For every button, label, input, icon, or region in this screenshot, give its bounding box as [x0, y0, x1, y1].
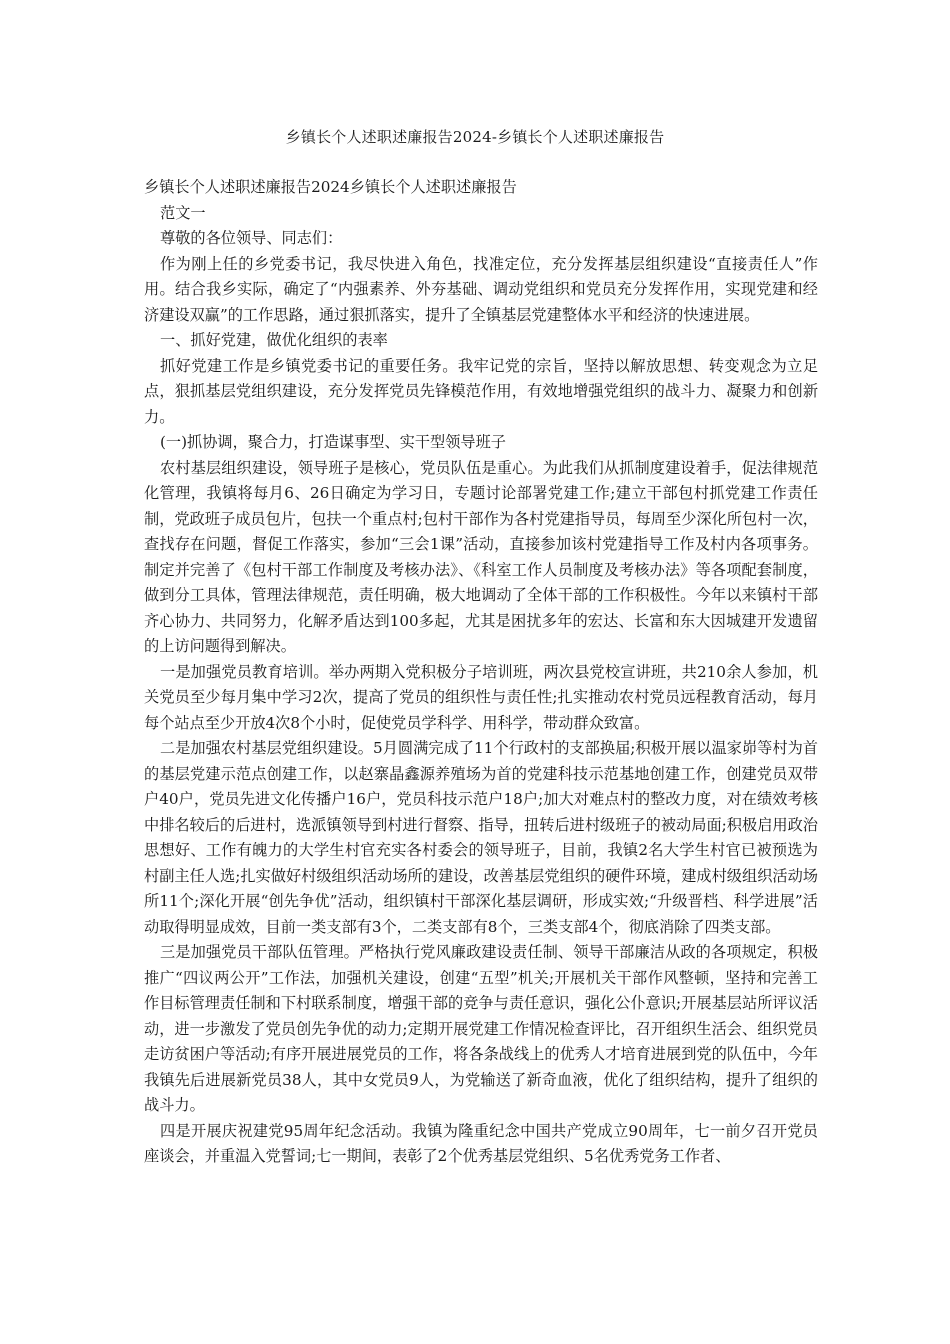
document-subtitle: 乡镇长个人述职述廉报告2024乡镇长个人述职述廉报告 [144, 178, 517, 196]
document-body [144, 175, 818, 1170]
paragraph-intro: 作为刚上任的乡党委书记，我尽快进入角色，找准定位，充分发挥基层组织建设“直接责任人”作用。结合我乡实际，确定了“内强素养、外夯基础、调动党组织和党员充分发挥作用，实现党建和经济建设双赢”的工作思路，通过狠抓落实，提升了全镇基层党建整体水平和经济的快速进展。 [144, 254, 818, 324]
paragraph-point-4: 四是开展庆祝建党95周年纪念活动。我镇为隆重纪念中国共产党成立90周年，七一前夕召开党员座谈会，并重温入党誓词;七一期间，表彰了2个优秀基层党组织、5名优秀党务工作者、 [144, 1121, 818, 1165]
paragraph-point-1: 一是加强党员教育培训。举办两期入党积极分子培训班，两次县党校宣讲班，共210余人参加，机关党员至少每月集中学习2次，提高了党员的组织性与责任性;扎实推动农村党员远程教育活动，每月每个站点至少开放4次8个小时，促使党员学科学、用科学，带动群众致富。 [144, 662, 818, 732]
paragraph-point-2: 二是加强农村基层党组织建设。5月圆满完成了11个行政村的支部换届;积极开展以温家峁等村为首的基层党建示范点创建工作，以赵寨晶鑫源养殖场为首的党建科技示范基地创建工作，创建党员双带户40户，党员先进文化传播户16户，党员科技示范户18户;加大对难点村的整改力度，对在绩效考核中排名较后的后进村，选派镇领导到村进行督察、指导，扭转后进村级班子的被动局面;积极启用政治思想好、工作有魄力的大学生村官充实各村委会的领导班子，目前，我镇2名大学生村官已被预选为村副主任人选;扎实做好村级组织活动场所的建设，改善基层党组织的硬件环境，建成村级组织活动场所11个;深化开展“创先争优”活动，组织镇村干部深化基层调研，形成实效;“升级晋档、科学进展”活动取得明显成效，目前一类支部有3个，二类支部有8个，三类支部4个，彻底消除了四类支部。 [144, 739, 818, 936]
paragraph-leadership: 农村基层组织建设，领导班子是核心，党员队伍是重心。为此我们从抓制度建设着手，促法律规范化管理，我镇将每月6、26日确定为学习日，专题讨论部署党建工作;建立干部包村抓党建工作责任制，党政班子成员包片，包扶一个重点村;包村干部作为各村党建指导员，每周至少深化所包村一次，查找存在问题，督促工作落实，参加“三会1课”活动，直接参加该村党建指导工作及村内各项事务。制定并完善了《包村干部工作制度及考核办法》、《科室工作人员制度及考核办法》等各项配套制度，做到分工具体，管理法律规范，责任明确，极大地调动了全体干部的工作积极性。今年以来镇村干部齐心协力、共同努力，化解矛盾达到100多起，尤其是困扰多年的宏达、长富和东大因城建开发遗留的上访问题得到解决。 [144, 458, 818, 655]
subsection-heading-1: (一)抓协调，聚合力，打造谋事型、实干型领导班子 [160, 433, 506, 451]
paragraph-sample-label: 范文一 [160, 203, 206, 222]
paragraph-salutation: 尊敬的各位领导、同志们： [160, 229, 343, 247]
paragraph-point-3: 三是加强党员干部队伍管理。严格执行党风廉政建设责任制、领导干部廉洁从政的各项规定，积极推广“四议两公开”工作法，加强机关建设，创建“五型”机关;开展机关干部作风整顿，坚持和完善工作目标管理责任制和下村联系制度，增强干部的竞争与责任意识，强化公仆意识;开展基层站所评议活动，进一步激发了党员创先争优的动力;定期开展党建工作情况检查评比，召开组织生活会、组织党员走访贫困户等活动;有序开展进展党员的工作，将各条战线上的优秀人才培育进展到党的队伍中，今年我镇先后进展新党员38人，其中女党员9人，为党输送了新奇血液，优化了组织结构，提升了组织的战斗力。 [144, 943, 818, 1114]
section-heading-1: 一、抓好党建，做优化组织的表率 [160, 331, 388, 349]
document-title: 乡镇长个人述职述廉报告2024-乡镇长个人述职述廉报告 [285, 128, 665, 146]
paragraph-section-1: 抓好党建工作是乡镇党委书记的重要任务。我牢记党的宗旨，坚持以解放思想、转变观念为立足点，狠抓基层党组织建设，充分发挥党员先锋模范作用，有效地增强党组织的战斗力、凝聚力和创新力。 [144, 356, 818, 426]
